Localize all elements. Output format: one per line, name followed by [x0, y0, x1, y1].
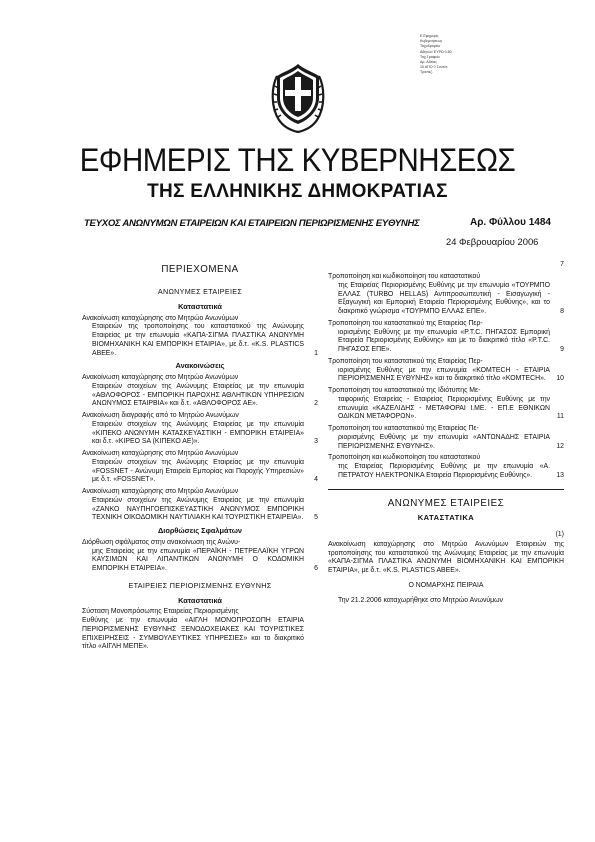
entry-text: Εταιρειών στοιχείων της Ανώνυμης Εταιρείας με την επωνυμία «ΖΑΝΚΟ ΝΑΥΠΗΓΟΕΠΙΣΚΕΥΑΣΤΙΚΗ ΑΝΩΝΥΜΟΣ ΕΜΠΟΡΙΚΗ ΤΕΧΝΙΚΗ ΟΙΚΟΔΟΜΙΚΗ ΝΑΥΤΙΛΙΑΚΗ ΚΑΙ ΤΟΥΡΙΣΤΙΚΗ ΕΤΑΙΡΕΙΑ».: [92, 496, 304, 522]
entry-text: μης Εταιρείας με την επωνυμία «ΠΕΡΑΪΚΗ - ΠΕΤΡΕΛΑΪΚΗ ΥΓΡΩΝ ΚΑΥΣΙΜΩΝ ΚΑΙ ΛΙΠΑΝΤΙΚΩΝ ΑΝΩΝΥΜΗ Ο ΚΟΔΟΜΙΚΗ ΕΜΠΟΡΙΚΗ ΕΤΑΙΡΕΙΑ».: [92, 547, 304, 572]
entry-text: [328, 262, 564, 270]
contents-entry[interactable]: [328, 358, 564, 384]
entry-text-first: Ανακοίνωση καταχώρησης στο Μητρώο Ανωνύμων: [82, 374, 239, 381]
entry-text-first: Ανακοίνωση καταχώρησης στο Μητρώο Ανωνύμων: [82, 488, 239, 495]
entry-text-first: Σύσταση Μονοπρόσωπης Εταιρείας Περιορισμένης: [82, 608, 239, 616]
announcement-text: Ανακοίνωση καταχώρησης στο Μητρώο Ανωνύμων Εταιρειών της τροποποίησης του καταστατικού της Ανώνυμης Εταιρείας με την επωνυμία «ΚΑΠΑ-ΣΙΓΜΑ ΠΛΑΣΤΙΚΑ ΑΝΩΝΥΜΗ ΒΙΟΜΗΧΑΝΙΚΗ ΚΑΙ ΕΜΠΟΡΙΚΗ ΕΤΑΙΡΙΑ», με δ.τ. «Κ.S. PLASTICS ABEE».: [328, 540, 564, 574]
contents-entry[interactable]: [82, 450, 318, 485]
entry-text: Εταιρειών στοιχείων της Ανώνυμης Εταιρείας με την επωνυμία «ΚΙΠΕΚΟ ΑΝΩΝΥΜΗ ΚΑΤΑΣΚΕΥΑΣΤΙΚΗ - ΕΜΠΟΡΙΚΗ ΕΤΑΙΡΕΙΑ» και δ.τ. «ΚΙΡΕΟ SA (ΚΙΠΕΚΟ ΑΕ)».: [92, 420, 304, 446]
section-heading-sa: ΑΝΩΝΥΜΕΣ ΕΤΑΙΡΕΙΕΣ: [157, 287, 243, 296]
entry-text-first: Ανακοίνωση διαγραφής από το Μητρώο Ανωνύμων: [82, 412, 239, 419]
main-column: [328, 261, 564, 605]
section-subtitle: ΚΑΤΑΣΤΑΤΙΚΑ: [417, 513, 475, 523]
stamp-line: Αρ. Αδείας: [420, 60, 437, 65]
contents-entry[interactable]: [328, 387, 564, 422]
entry-text: ριορισμένης Ευθύνης με την επωνυμία «ΑΝΤΩΝΑΔΗΣ ΕΤΑΙΡΙΑ ΠΕΡΙΩΡΙΣΜΕΝΗΣ ΕΥΘΥΝΗΣ».: [338, 433, 550, 450]
category-heading-corrections: Διορθώσεις Σφαλμάτων: [157, 526, 243, 535]
stamp-line: Ταχ.Γραφείο: [420, 54, 440, 59]
gazette-subtitle: ΤΗΣ ΕΛΛΗΝΙΚΗΣ ΔΗΜΟΚΡΑΤΙΑΣ: [147, 181, 448, 202]
page-number: 7: [560, 261, 564, 269]
issue-date: 24 Φεβρουαρίου 2006: [446, 236, 539, 247]
contents-entry[interactable]: [82, 539, 318, 574]
stamp-line: Ταχυδρομείο: [420, 44, 441, 49]
entry-text-first: Ανακοίνωση καταχώρησης στο Μητρώο Ανωνύμων: [82, 314, 239, 322]
entry-text-first: Τροποποίηση του καταστατικού της Ιδιότυπης Με-: [328, 387, 481, 394]
entry-text-first: Τροποποίηση και κωδικοποίηση του καταστατικού: [328, 273, 481, 280]
stamp-line: 10 ΑΠΟ 0 Συνεντ.: [420, 65, 449, 70]
stamp-line: Αθηνών ΕΥΡΩ 0.80: [420, 49, 452, 54]
page-number: 12: [556, 442, 564, 450]
stamp-line: Κυβερνήσεως: [420, 39, 443, 44]
prefect-heading: Ο ΝΟΜΑΡΧΗΣ ΠΕΙΡΑΙΑ: [408, 581, 484, 589]
category-heading-statutes: Καταστατικά: [178, 301, 222, 311]
page-number: 3: [314, 438, 318, 446]
stamp-line: Ε.Εφημερίς: [420, 34, 439, 38]
section-title: ΑΝΩΝΥΜΕΣ ΕΤΑΙΡΕΙΕΣ: [387, 497, 505, 509]
page-number: 1: [314, 349, 318, 357]
body-opening-line: Την 21.2.2006 καταχωρήθηκε στο Μητρώο Ανωνύμων: [338, 596, 503, 604]
page-number: 5: [314, 514, 318, 522]
contents-entry[interactable]: [82, 374, 318, 409]
contents-entry[interactable]: [328, 425, 564, 451]
entry-text: ιορισμένης Ευθύνης με την επωνυμία «ΚΟΜΤΕCΗ - ΕΤΑΙΡΙΑ ΠΕΡΙΟΡΙΣΜΕΝΗΣ ΕΥΘΥΝΗΣ» και το διακριτικό τίτλο «ΚΟΜΤΕCΗ».: [338, 366, 550, 383]
issue-type: ΤΕΥΧΟΣ ΑΝΩΝΥΜΩΝ ΕΤΑΙΡΕΙΩΝ ΚΑΙ ΕΤΑΙΡΕΙΩΝ ΠΕΡΙΩΡΙΣΜΕΝΗΣ ΕΥΘΥΝΗΣ: [84, 218, 420, 229]
item-number: (1): [555, 531, 564, 538]
gazette-title: ΕΦΗΜΕΡΙΣ ΤΗΣ ΚΥΒΕΡΝΗΣΕΩΣ: [79, 142, 516, 178]
contents-entry[interactable]: [82, 315, 318, 359]
page-number: 13: [556, 471, 564, 479]
entry-text: Εταιρειών στοιχείων της Ανώνυμης Εταιρείας με την επωνυμία «FOSSNET - Ανώνυμη Εταιρεία Εμπορίας και Παροχής Υπηρεσιών» με δ.τ. «FOSSNET».: [92, 458, 304, 484]
page-number: 10: [556, 375, 564, 383]
category-heading-ltd-statutes: Καταστατικά: [178, 595, 222, 605]
contents-entry[interactable]: [328, 273, 564, 317]
page-number: 9: [560, 346, 564, 353]
contents-entry[interactable]: [328, 454, 564, 480]
contents-entry-continued[interactable]: [328, 262, 564, 270]
postage-stamp: [420, 34, 500, 76]
entry-text-first: Τροποποίηση του καταστατικού της Εταιρείας Περ-: [328, 319, 483, 327]
entry-text-first: Τροποποίηση του καταστατικού της Εταιρείας Πε-: [328, 425, 479, 432]
entry-text: της Εταιρείας Περιορισμένης Ευθύνης με την επωνυμία «ΤΟΥΡΜΠΟ ΕΛΛΑΣ (TURBO HELLAS) Αντιπροσωπευτική - Εισαγωγική - Εξαγωγική και Εμπορική Εταιρεία Περιορισμένης Ευθύνης», και το διακριτικό γνώρισμα «ΤΟΥΡΜΠΟ ΕΛΛΑΣ ΕΠΕ».: [338, 281, 550, 315]
page-number: 4: [314, 476, 318, 484]
entry-text: Ευθύνης με την επωνυμία «ΑΙΓΛΗ ΜΟΝΟΠΡΟΣΩΠΗ ΕΤΑΙΡΙΑ ΠΕΡΙΟΡΙΣΜΕΝΗΣ ΕΥΘΥΝΗΣ ΞΕΝΟΔΟΧΕΙΑΚΕΣ ΚΑΙ ΤΟΥΡΙΣΤΙΚΕΣ ΕΠΙΧΕΙΡΗΣΕΙΣ - ΣΥΜΒΟΥΛΕΥΤΙΚΕΣ ΥΠΗΡΕΣΙΕΣ» και το διακριτικό τίτλο «ΑΙΓΛΗ ΜΕΠΕ».: [82, 617, 304, 651]
page-number: 8: [560, 308, 564, 315]
entry-text: της Εταιρείας Περιορισμένης Ευθύνης με την επωνυμία «Α. ΠΕΤΡΑΤΟΥ ΗΛΕΚΤΡΟΝΙΚΑ Εταιρεία Περιορισμένης Ευθύνης».: [338, 463, 550, 479]
greek-coat-of-arms-icon: [269, 58, 327, 134]
contents-entry[interactable]: [82, 608, 318, 652]
page-number: 6: [314, 565, 318, 572]
entry-text: Εταιρειών στοιχείων της Ανώνυμης Εταιρείας με την επωνυμία «ΑΘΛΟΦΟΡΟΣ - ΕΜΠΟΡΙΚΗ ΠΑΡΟΧΗΣ ΑΘΛΗΤΙΚΩΝ ΥΠΗΡΕΣΙΩΝ ΑΝΩΝΥΜΟΣ ΕΤΑΙΡΒΙΑ» και δ.τ. «ΑΘΛΟΦΟΡΟΣ ΑΕ».: [92, 382, 304, 408]
page-number: 11: [556, 413, 564, 421]
page-number: 2: [314, 400, 318, 408]
stamp-line: Τραπεζ.: [420, 70, 433, 75]
section-divider: [328, 489, 564, 490]
section-heading-ltd: ΕΤΑΙΡΕΙΕΣ ΠΕΡΙΟΡΙΣΜΕΝΗΣ ΕΥΘΥΝΗΣ: [128, 580, 272, 590]
contents-entry[interactable]: [82, 488, 318, 523]
entry-text: ιορισμένης Ευθύνης με την επωνυμία «Ρ.Τ.C. ΠΗΓΑΣΟΣ Εμπορική Εταιρεία Περιορισμένης Ευθύνης» και με το διακριτικό τίτλο «Ρ.Τ.C. ΠΗΓΑΣΟΣ ΕΠΕ».: [338, 328, 550, 353]
contents-column: [82, 264, 318, 655]
entry-text: ταφορικής Εταιρείας - Εταιρείας Περιορισμένης Ευθύνης με την επωνυμία «ΚΑΖΕΛΙΔΗΣ - ΜΕΤΑΦΟΡΑΙ Ι.ΜΕ. - ΕΠ.Ε ΕΘΝΙΚΩΝ ΟΔΙΚΩΝ ΜΕΤΑΦΟΡΩΝ».: [338, 395, 550, 421]
contents-entry[interactable]: [328, 320, 564, 355]
contents-entry[interactable]: [82, 412, 318, 447]
entry-text-first: Διόρθωση σφάλματος στην ανακοίνωση της Ανώνυ-: [82, 538, 241, 546]
entry-text: Εταιρειών της τροποποίησης του καταστατικού της Ανώνυμης Εταιρείας με την επωνυμία «ΚΑΠΑ-ΣΙΓΜΑ ΠΛΑΣΤΙΚΑ ΑΝΩΝΥΜΗ ΒΙΟΜΗΧΑΝΙΚΗ ΚΑΙ ΕΜΠΟΡΙΚΗ ΕΤΑΙΡΙΑ», με δ.τ. «Κ.S. PLASTICS ABEE».: [92, 323, 304, 357]
entry-text-first: Ανακοίνωση καταχώρησης στο Μητρώο Ανωνύμων: [82, 450, 239, 457]
entry-text-first: Τροποποίηση του καταστατικού της Εταιρείας Περ-: [328, 357, 483, 365]
entry-text-first: Τροποποίηση και κωδικοποίηση του καταστατικού: [328, 454, 481, 462]
leaf-number: Αρ. Φύλλου 1484: [470, 217, 551, 228]
category-heading-announcements: Ανακοινώσεις: [175, 361, 225, 371]
contents-title: ΠΕΡΙΕΧΟΜΕΝΑ: [161, 264, 239, 275]
